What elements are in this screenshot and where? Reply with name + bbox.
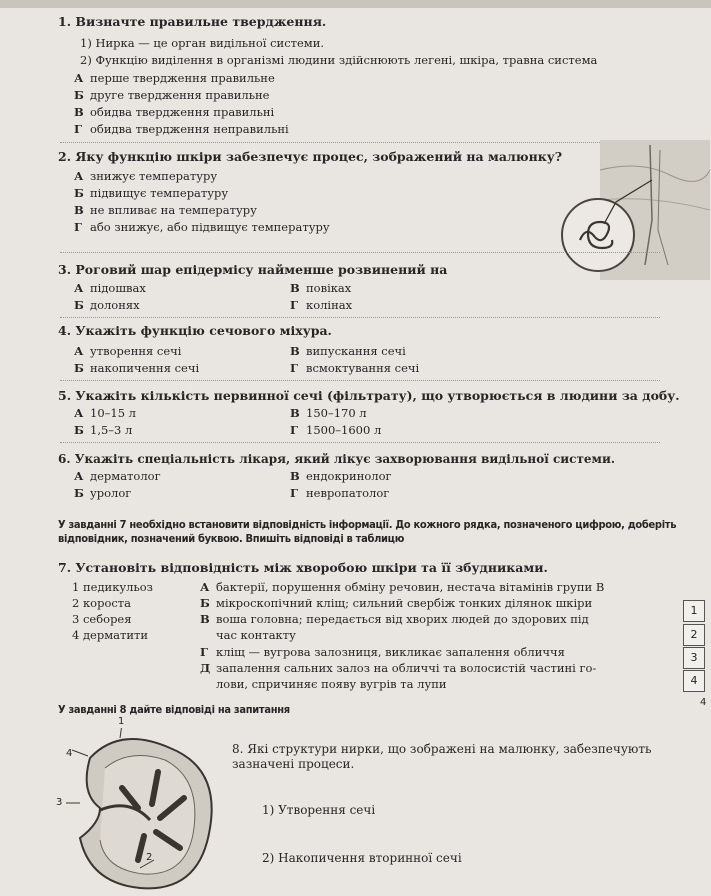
q7-cause-c: В воша головна; передається від хворих людей до здорових під	[200, 612, 589, 626]
divider	[60, 317, 660, 318]
answer-box-4[interactable]: 4	[683, 670, 705, 692]
q3-option-a: А підошвах	[74, 281, 146, 295]
q4-title: 4. Укажіть функцію сечового міхура.	[58, 323, 332, 338]
q3-option-b: Б долонях	[74, 298, 140, 312]
q6-option-a: А дерматолог	[74, 469, 161, 483]
q5-option-d: Г 1500–1600 л	[290, 423, 382, 437]
sweat-gland-illustration	[560, 140, 710, 280]
q7-cause-e-cont: лови, спричиняє появу вугрів та лупи	[216, 677, 447, 691]
top-band	[0, 0, 711, 8]
answer-box-1[interactable]: 1	[683, 600, 705, 622]
q2-option-c: В не впливає на температуру	[74, 203, 257, 217]
q5-option-c: В 150–170 л	[290, 406, 367, 420]
q1-option-d: Г обидва твердження неправильні	[74, 122, 289, 136]
kidney-label-2: 2	[146, 852, 153, 863]
q8-title-line1: 8. Які структури нирки, що зображені на малюнку, забезпечують	[232, 742, 652, 756]
divider	[60, 380, 660, 381]
q6-option-d: Г невропатолог	[290, 486, 390, 500]
kidney-section-illustration	[60, 728, 240, 896]
q3-option-c: В повіках	[290, 281, 352, 295]
task7-instruction: У завданні 7 необхідно встановити відповідність інформації. До кожного рядка, позначеного цифрою, доберіть відповідник, позначений буквою. Впишіть відповіді в таблицю	[58, 518, 677, 545]
q6-option-b: Б уролог	[74, 486, 132, 500]
divider	[60, 252, 660, 253]
q1-option-c: В обидва твердження правильні	[74, 105, 275, 119]
q7-disease-4: 4 дерматити	[72, 628, 149, 642]
q1-title: 1. Визначте правильне твердження.	[58, 14, 327, 29]
q7-disease-2: 2 короста	[72, 596, 132, 610]
q7-cause-d: Г кліщ — вугрова залозниця, викликає запалення обличчя	[200, 645, 565, 659]
divider	[60, 442, 660, 443]
q7-cause-a: А бактерії, порушення обміну речовин, нестача вітамінів групи В	[200, 580, 605, 594]
q3-option-d: Г колінах	[290, 298, 353, 312]
q7-cause-c-cont: час контакту	[216, 628, 296, 642]
q4-option-b: Б накопичення сечі	[74, 361, 200, 375]
q8-title-line2: зазначені процеси.	[232, 757, 355, 771]
q7-cause-e: Д запалення сальних залоз на обличчі та волосистій частині го-	[200, 661, 597, 675]
q6-option-c: В ендокринолог	[290, 469, 392, 483]
kidney-label-4: 4	[66, 748, 73, 759]
q2-title: 2. Яку функцію шкіри забезпечує процес, зображений на малюнку?	[58, 149, 563, 164]
q4-option-c: В випускання сечі	[290, 344, 406, 358]
task8-instruction: У завданні 8 дайте відповіді на запитання	[58, 703, 290, 716]
q2-option-d: Г або знижує, або підвищує температуру	[74, 220, 330, 234]
q7-disease-1: 1 педикульоз	[72, 580, 153, 594]
kidney-label-3: 3	[56, 797, 63, 808]
q7-disease-3: 3 себорея	[72, 612, 132, 626]
answer-box-2[interactable]: 2	[683, 624, 705, 646]
q4-option-a: А утворення сечі	[74, 344, 182, 358]
q1-statement-1: 1) Нирка — це орган видільної системи.	[80, 36, 325, 50]
q1-option-a: А перше твердження правильне	[74, 71, 275, 85]
q7-cause-b: Б мікроскопічний кліщ; сильний свербіж тонких ділянок шкіри	[200, 596, 593, 610]
q3-title: 3. Роговий шар епідермісу найменше розвинений на	[58, 262, 448, 277]
answer-box-3[interactable]: 3	[683, 647, 705, 669]
q8-process-1: 1) Утворення сечі	[262, 803, 376, 817]
q1-option-b: Б друге твердження правильне	[74, 88, 270, 102]
q5-title: 5. Укажіть кількість первинної сечі (фільтрату), що утворюється в людини за добу.	[58, 388, 680, 403]
q6-title: 6. Укажіть спеціальність лікаря, який лікує захворювання видільної системи.	[58, 452, 616, 466]
kidney-label-1: 1	[118, 716, 125, 727]
q2-option-a: А знижує температуру	[74, 169, 218, 183]
q5-option-b: Б 1,5–3 л	[74, 423, 133, 437]
q7-title: 7. Установіть відповідність між хворобою шкіри та її збудниками.	[58, 560, 548, 575]
q2-option-b: Б підвищує температуру	[74, 186, 229, 200]
q4-option-d: Г всмоктування сечі	[290, 361, 420, 375]
q1-statement-2: 2) Функцію виділення в організмі людини здійснюють легені, шкіра, травна система	[80, 53, 598, 67]
side-number: 4	[700, 697, 707, 708]
q5-option-a: А 10–15 л	[74, 406, 136, 420]
q8-process-2: 2) Накопичення вторинної сечі	[262, 851, 462, 865]
